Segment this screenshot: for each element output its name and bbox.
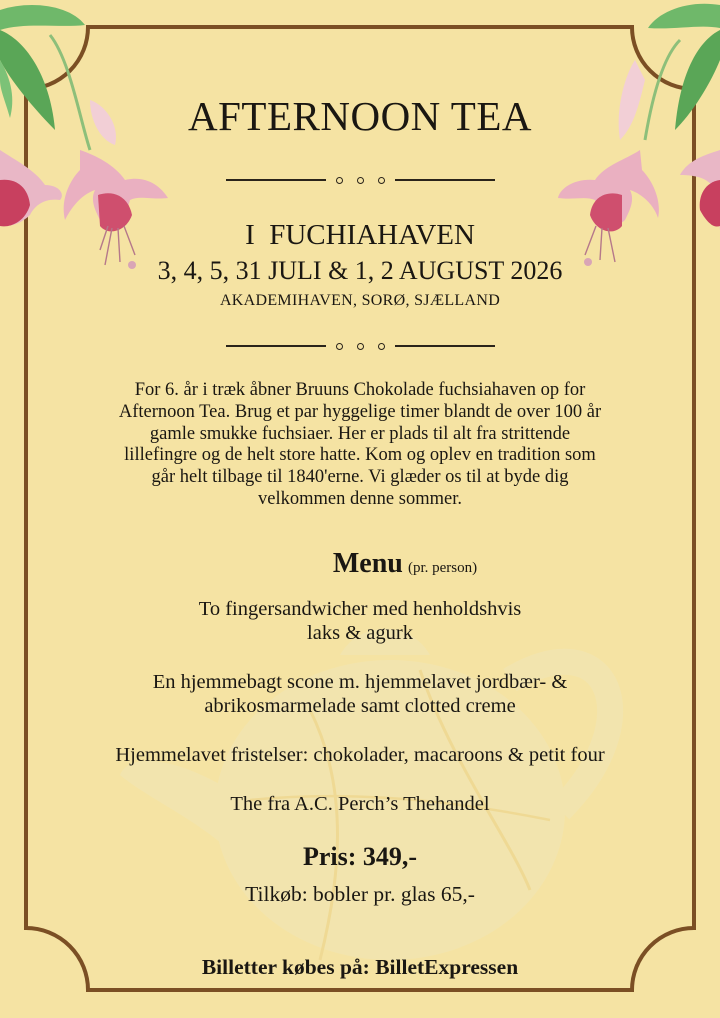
menu-item: [0, 670, 720, 718]
divider-line: [226, 179, 326, 181]
menu-item-line: En hjemmebagt scone m. hjemmelavet jordbær- &: [152, 671, 568, 693]
divider-line: [395, 345, 495, 347]
menu-item-line: laks & agurk: [307, 622, 413, 644]
divider-dot: [336, 177, 343, 184]
intro-line: For 6. år i træk åbner Bruuns Chokolade fuchsiahaven op for: [134, 380, 586, 400]
event-location: AKADEMIHAVEN, SORØ, SJÆLLAND: [219, 292, 501, 309]
menu-item-line: The fra A.C. Perch’s Thehandel: [230, 793, 490, 815]
divider-dot: [357, 177, 364, 184]
poster-title: AFTERNOON TEA: [188, 93, 532, 139]
divider-dot: [378, 177, 385, 184]
intro-line: gamle smukke fuchsiaer. Her er plads til alt fra strittende: [149, 423, 571, 444]
price: Pris: 349,-: [302, 842, 418, 871]
intro-paragraph: [90, 380, 630, 511]
divider-dot: [336, 343, 343, 350]
intro-line: velkommen denne sommer.: [258, 488, 462, 509]
menu-note: (pr. person): [407, 560, 478, 576]
menu-item: [0, 743, 720, 767]
divider-dot: [378, 343, 385, 350]
divider-line: [226, 345, 326, 347]
intro-line: lillefingre og de helt store hatte. Kom og oplev en tradition som: [124, 445, 596, 466]
divider-dot: [357, 343, 364, 350]
event-dates: 3, 4, 5, 31 JULI & 1, 2 AUGUST 2026: [157, 256, 563, 285]
addon-price: Tilkøb: bobler pr. glas 65,-: [245, 882, 475, 906]
menu-item-line: Hjemmelavet fristelser: chokolader, macaroons & petit four: [115, 744, 605, 766]
divider-line: [395, 179, 495, 181]
poster-subtitle: I FUCHIAHAVEN: [245, 219, 475, 251]
ticket-info: Billetter købes på: BilletExpressen: [201, 955, 519, 979]
menu-heading: [45, 548, 720, 580]
menu-title: Menu: [332, 548, 403, 579]
ornamental-divider: [0, 339, 720, 353]
intro-line: Afternoon Tea. Brug et par hyggelige timer blandt de over 100 år: [118, 401, 602, 422]
intro-line: går helt tilbage til 1840'erne. Vi glæder os til at byde dig: [151, 467, 569, 488]
menu-item-line: abrikosmarmelade samt clotted creme: [204, 695, 516, 717]
menu-item-line: To fingersandwicher med henholdshvis: [198, 598, 522, 620]
menu-item: [0, 792, 720, 816]
menu-item: [0, 597, 720, 645]
ornamental-divider: [0, 173, 720, 187]
